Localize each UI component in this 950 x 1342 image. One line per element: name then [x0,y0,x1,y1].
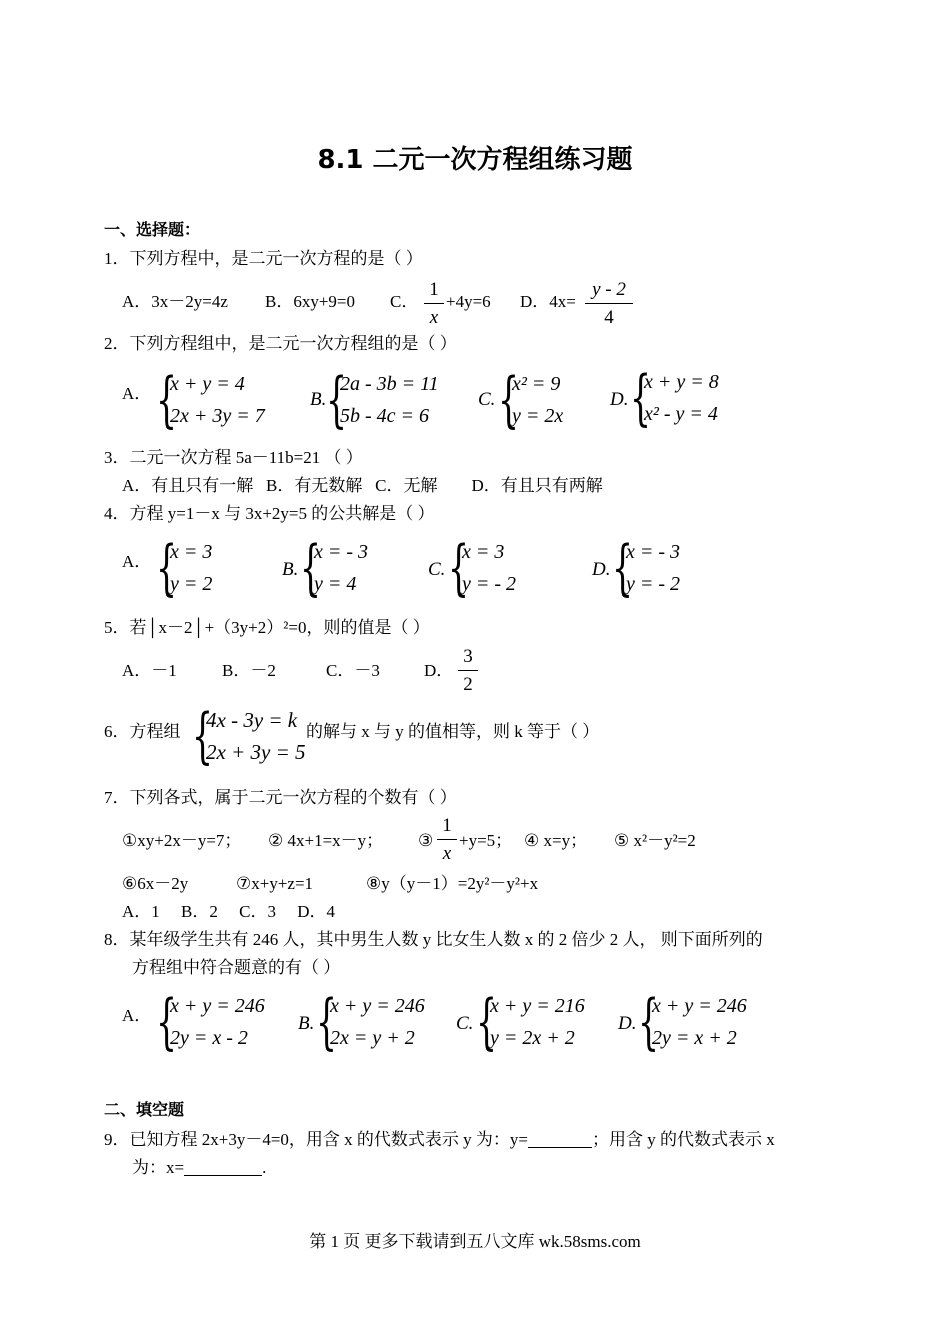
equation-line-1: x + y = 4 [170,373,245,395]
fraction-bar [437,839,457,840]
equation-line-1: x + y = 246 [652,995,747,1017]
question-7-item-1: ①xy+2x－y=7； [122,831,242,850]
equation-line-1: x + y = 216 [490,995,585,1017]
question-8-stem-line-2: 方程组中符合题意的有（ ） [132,958,341,977]
fraction-bar [424,303,444,304]
fraction-denominator: x [442,843,452,864]
equation-line-2: 2y = x - 2 [170,1027,248,1049]
question-1-option-c-label: C． [390,292,419,311]
question-7-stem: 7．下列各式，属于二元一次方程的个数有（ ） [104,788,457,807]
question-7-item-5: ⑤ x²－y²=2 [614,831,696,850]
answer-blank-x[interactable] [184,1158,262,1176]
question-8-option-a-label: A． [122,1006,152,1025]
equation-line-2: y = - 2 [626,573,681,595]
equation-line-1: x = - 3 [314,541,369,563]
equation-line-1: x = 3 [462,541,505,563]
question-7-options: A．1 B．2 C．3 D．4 [122,902,335,921]
question-9-line-2 [132,1158,266,1176]
question-7-item-2: ② 4x+1=x－y； [268,831,384,850]
question-9-line-1 [104,1130,775,1148]
question-1-stem: 1．下列方程中，是二元一次方程的是（ ） [104,249,423,268]
question-1-option-c-rest: +4y=6 [446,292,491,311]
equation-line-2: y = 2x + 2 [490,1027,575,1049]
question-1-option-b: B．6xy+9=0 [265,292,356,311]
brace: { [498,365,520,435]
question-4-stem: 4．方程 y=1－x 与 3x+2y=5 的公共解是（ ） [104,504,435,523]
brace: { [476,987,498,1057]
brace: { [156,533,178,603]
question-5-stem: 5．若│x－2│+（3y+2）²=0，则的值是（ ） [104,618,430,637]
equation-line-2: 5b - 4c = 6 [340,405,430,427]
question-5-option-c: C．－3 [326,661,380,680]
fraction-bar [458,670,478,671]
question-2-option-a-label: A． [122,384,152,403]
question-1-option-d-label: D．4x= [520,292,576,311]
brace: { [638,987,660,1057]
brace: { [448,533,470,603]
question-8-option-c-label: C. [456,1013,474,1034]
question-6-label: 6．方程组 [104,722,181,741]
brace: { [156,365,178,435]
equation-line-2: y = 2 [170,573,213,595]
question-1-option-d-fraction [585,280,633,327]
brace: { [316,987,338,1057]
question-4-option-a-label: A． [122,552,152,571]
equation-line-2: 2x + 3y = 5 [206,740,306,764]
question-2-option-c-label: C. [478,389,496,410]
fraction-numerator: 1 [429,279,439,300]
brace: { [326,365,348,435]
question-2-option-d-label: D. [610,389,629,410]
equation-line-2: 2y = x + 2 [652,1027,737,1049]
brace: { [300,533,322,603]
question-8-stem-line-1: 8．某年级学生共有 246 人，其中男生人数 y 比女生人数 x 的 2 倍少 2 人， 则下面所列的 [104,930,763,949]
question-3-stem: 3．二元一次方程 5a－11b=21 （ ） [104,448,363,467]
equation-line-2: y = 4 [314,573,357,595]
question-4-option-c-label: C. [428,559,446,580]
question-7-item-3-prefix: ③ [418,831,434,850]
equation-line-1: 2a - 3b = 11 [340,373,439,395]
question-1-option-a: A．3x－2y=4z [122,292,228,311]
fraction-numerator: 1 [442,815,452,836]
brace: { [192,701,214,771]
question-7-item-7: ⑦x+y+z=1 [236,874,314,893]
question-2-option-b-label: B. [310,389,327,410]
question-7-item-4: ④ x=y； [524,831,588,850]
equation-line-1: x + y = 246 [170,995,265,1017]
question-5-option-b: B．－2 [222,661,276,680]
equation-line-2: x² - y = 4 [644,403,718,425]
question-6-rest: 的解与 x 与 y 的值相等，则 k 等于（ ） [306,722,600,741]
question-4-option-d-label: D. [592,559,611,580]
fraction-bar [585,303,633,304]
question-8-option-d-label: D. [618,1013,637,1034]
equation-line-2: y = - 2 [462,573,517,595]
equation-line-1: x + y = 246 [330,995,425,1017]
equation-line-1: x + y = 8 [644,371,719,393]
section-heading-fill: 二、填空题 [104,1100,185,1119]
question-9-part-1: 9．已知方程 2x+3y－4=0，用含 x 的代数式表示 y 为：y= [104,1130,529,1149]
fraction-denominator: 2 [463,674,473,695]
equation-line-1: 4x - 3y = k [206,708,298,732]
fraction-numerator: 3 [463,646,473,667]
equation-line-2: y = 2x [512,405,564,427]
question-7-item-3-rest: +y=5； [459,831,513,850]
page-footer: 第 1 页 更多下载请到五八文库 wk.58sms.com [309,1232,641,1251]
question-7-item-8: ⑧y（y－1）=2y²－y²+x [366,874,539,893]
question-1-option-c-fraction [424,280,444,327]
brace: { [156,987,178,1057]
question-9-part-2: ；用含 y 的代数式表示 x [592,1130,775,1149]
fraction-denominator: 4 [604,307,614,328]
equation-line-2: 2x = y + 2 [330,1027,415,1049]
brace: { [612,533,634,603]
fraction-denominator: x [429,307,439,328]
brace: { [630,363,652,433]
section-heading-choice: 一、选择题： [104,220,201,239]
equation-line-1: x = 3 [170,541,213,563]
question-5-option-d-label: D． [424,661,454,680]
question-7-item-3-fraction [437,816,457,863]
question-9-part-4: . [262,1158,267,1177]
equation-line-1: x = - 3 [626,541,681,563]
equation-line-1: x² = 9 [512,373,561,395]
page-title: 8.1 二元一次方程组练习题 [317,145,633,175]
answer-blank-y[interactable] [528,1130,592,1148]
equation-line-2: 2x + 3y = 7 [170,405,265,427]
question-4-option-b-label: B. [282,559,299,580]
question-5-option-d-fraction [458,647,478,694]
question-8-option-b-label: B. [298,1013,315,1034]
question-3-options: A．有且只有一解 B．有无数解 C．无解 D．有且只有两解 [122,476,603,495]
question-7-item-6: ⑥6x－2y [122,874,189,893]
question-5-option-a: A．－1 [122,661,177,680]
fraction-numerator: y - 2 [592,279,626,300]
question-9-part-3: 为：x= [132,1158,185,1177]
question-2-stem: 2．下列方程组中，是二元一次方程组的是（ ） [104,334,457,353]
